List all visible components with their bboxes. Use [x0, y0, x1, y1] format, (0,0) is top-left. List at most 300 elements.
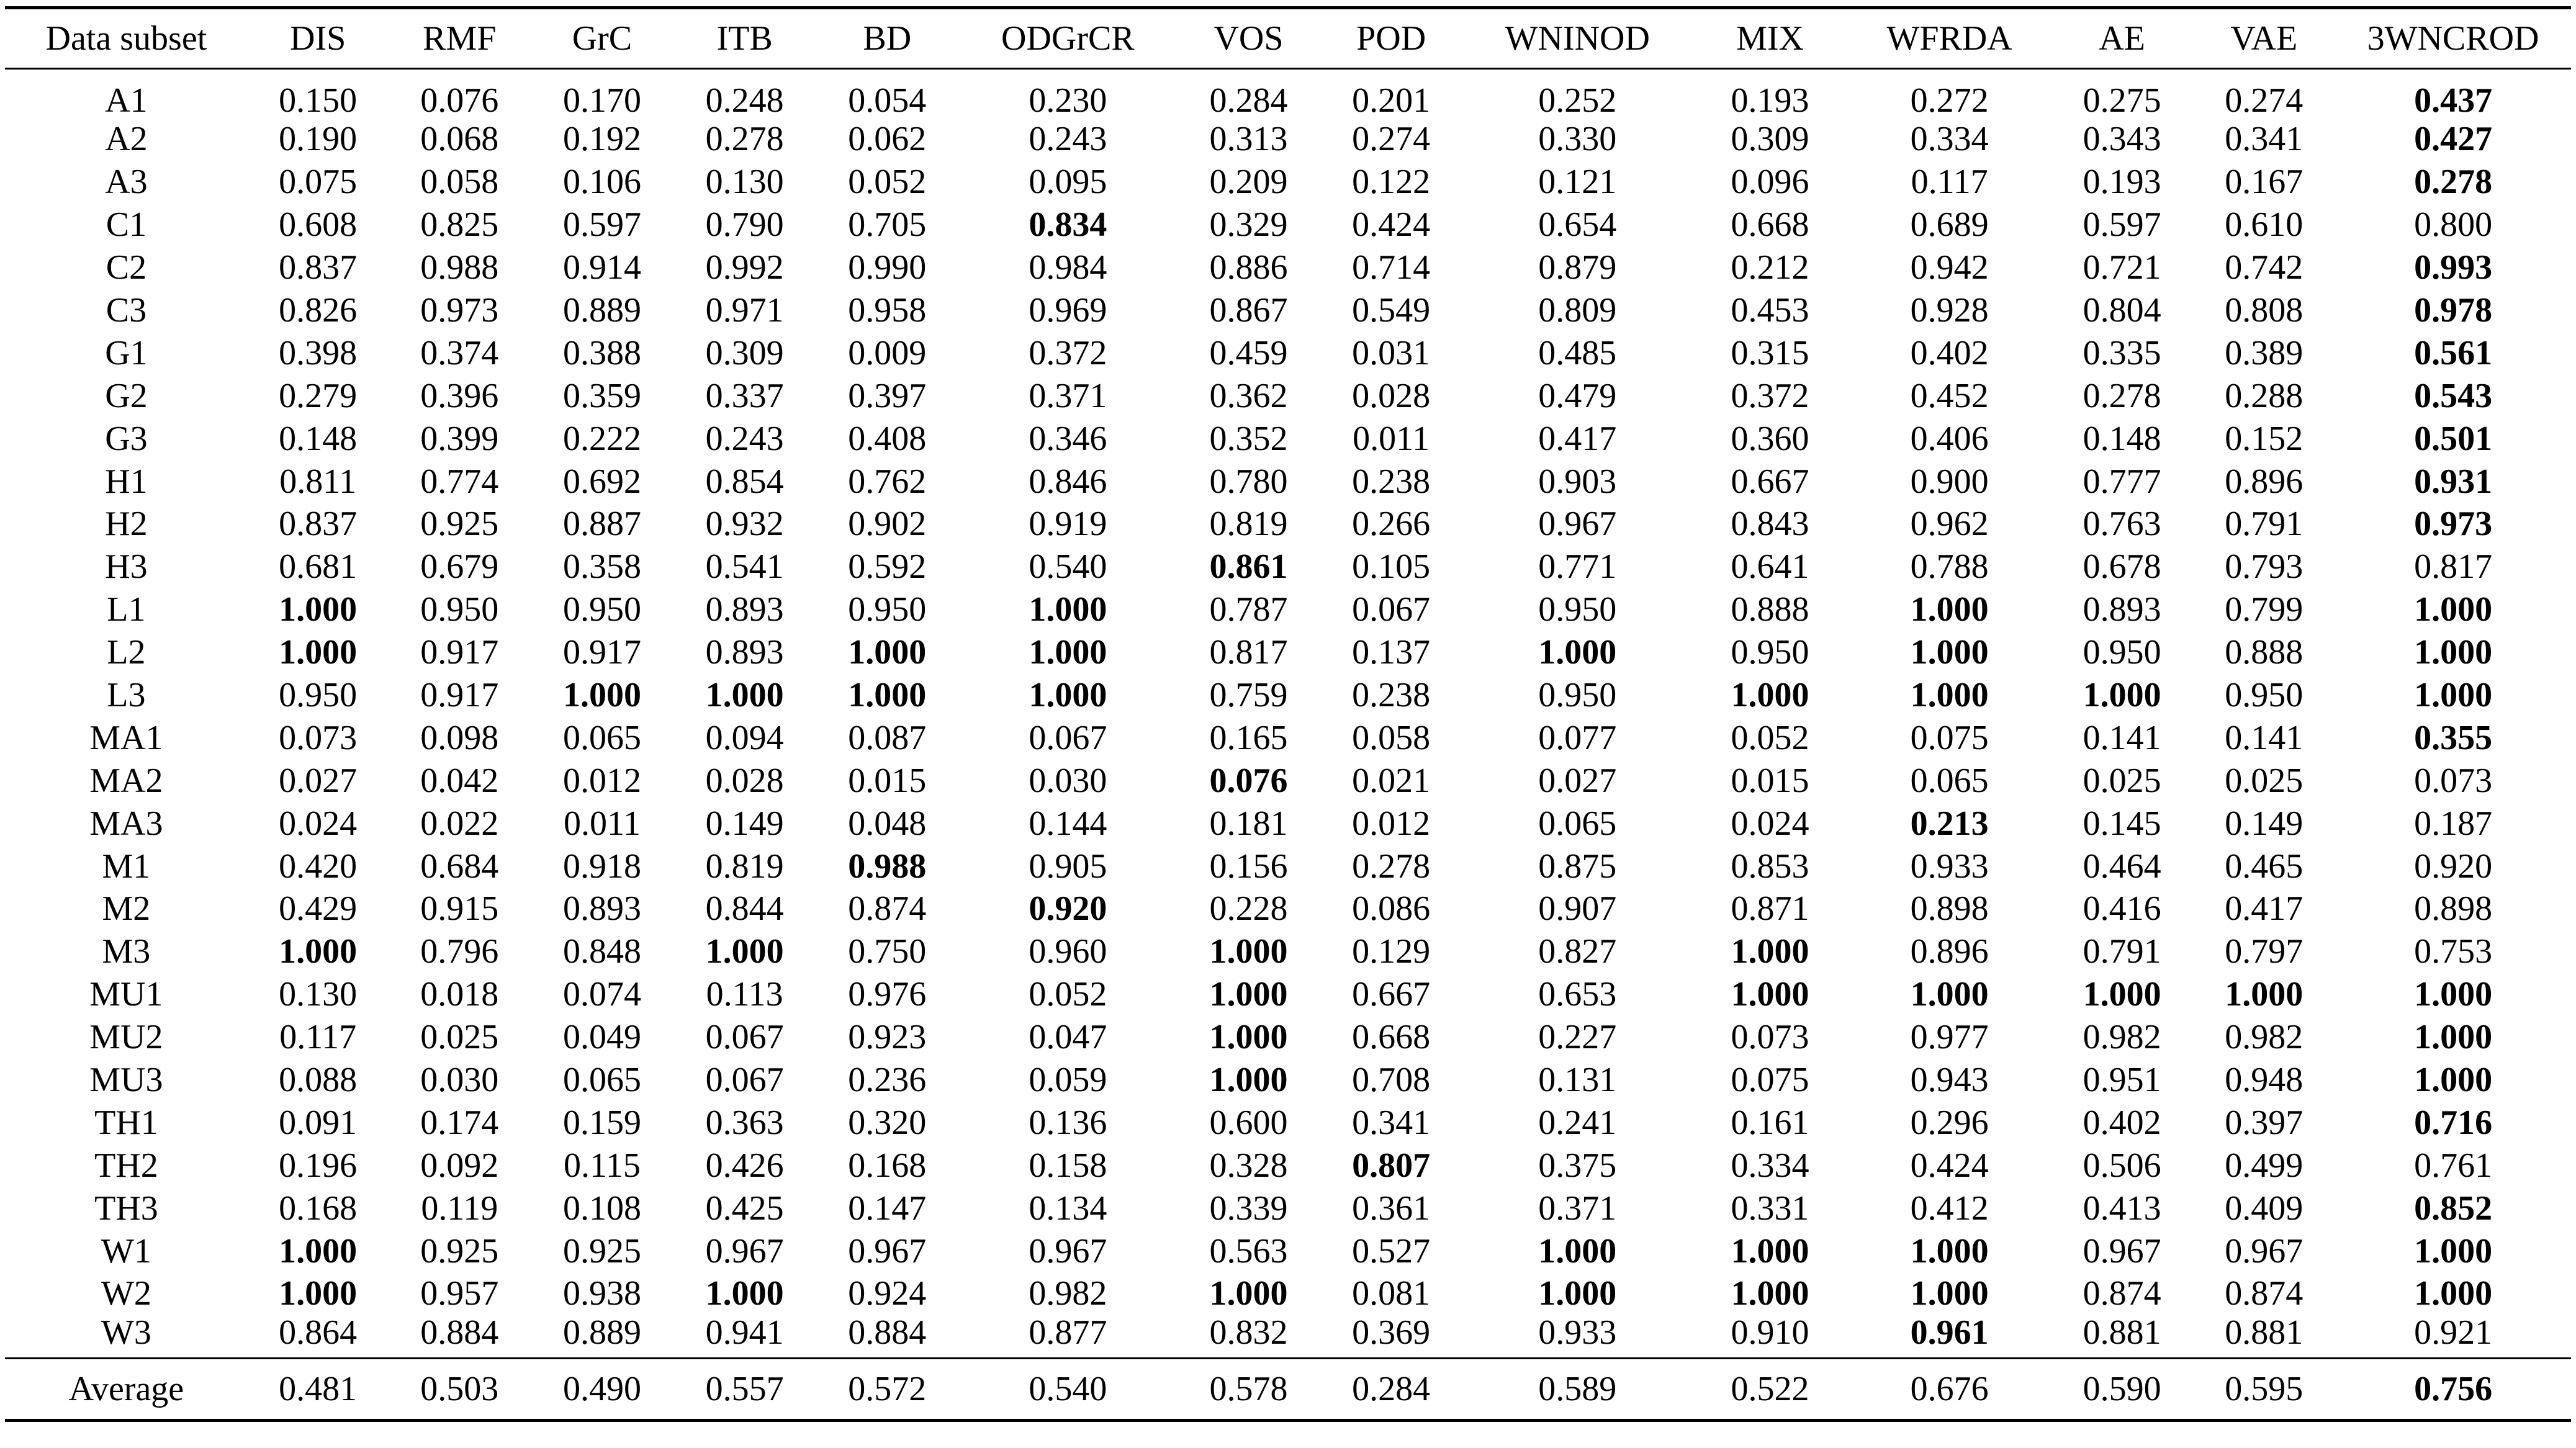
value-cell-mix: 0.024 — [1731, 804, 1809, 843]
value-cell-bd: 0.397 — [848, 376, 927, 415]
value-cell-rmf: 0.396 — [420, 376, 499, 415]
value-cell-mix: 0.360 — [1731, 419, 1809, 458]
table-row-m2 — [5, 888, 2571, 930]
value-cell-mix: 0.315 — [1731, 333, 1809, 372]
value-cell-pod: 0.067 — [1352, 590, 1431, 629]
value-cell-dis: 0.196 — [279, 1146, 358, 1185]
value-cell-ae: 0.590 — [2051, 1358, 2193, 1420]
value-cell-rmf: 0.684 — [420, 847, 499, 886]
value-cell-vos: 0.352 — [1209, 419, 1288, 458]
value-cell-odgrcr: 0.134 — [1029, 1189, 1107, 1228]
value-cell-dis: 0.148 — [279, 419, 358, 458]
value-cell-3wncrod: 0.898 — [2414, 889, 2493, 929]
value-cell-vos: 0.861 — [1209, 547, 1288, 587]
value-cell-ae: 0.402 — [2083, 1103, 2161, 1142]
value-cell-grc: 0.848 — [562, 932, 641, 971]
value-cell-3wncrod: 0.355 — [2414, 718, 2493, 757]
value-cell-rmf: 0.988 — [420, 248, 499, 287]
value-cell-vae: 0.274 — [2225, 81, 2304, 118]
value-cell-wfrda: 0.962 — [1910, 505, 1989, 544]
subset-label: MA3 — [89, 804, 163, 843]
value-cell-vae: 0.896 — [2225, 462, 2304, 501]
value-cell-odgrcr: 0.030 — [1029, 761, 1107, 800]
value-cell-grc: 0.108 — [562, 1189, 641, 1228]
value-cell-mix: 1.000 — [1731, 676, 1809, 715]
value-cell-itb: 0.309 — [705, 333, 784, 372]
value-cell-wfrda: 0.943 — [1910, 1061, 1989, 1100]
value-cell-vae: 0.881 — [2225, 1315, 2304, 1352]
table-row-mu2 — [5, 1016, 2571, 1059]
value-cell-ae: 1.000 — [2083, 676, 2161, 715]
value-cell-wninod: 0.479 — [1538, 376, 1617, 415]
value-cell-odgrcr: 0.919 — [1029, 505, 1107, 544]
value-cell-3wncrod: 0.561 — [2414, 333, 2493, 372]
value-cell-bd: 0.009 — [848, 333, 927, 372]
value-cell-wfrda: 0.334 — [1910, 120, 1989, 159]
value-cell-odgrcr: 0.243 — [1029, 120, 1107, 159]
value-cell-dis: 0.075 — [279, 163, 358, 202]
value-cell-mix: 0.309 — [1731, 120, 1809, 159]
value-cell-pod: 0.122 — [1352, 163, 1431, 202]
value-cell-mix: 0.950 — [1731, 633, 1809, 672]
value-cell-3wncrod: 0.187 — [2414, 804, 2493, 843]
value-cell-grc: 0.170 — [562, 81, 641, 118]
value-cell-itb: 0.426 — [705, 1146, 784, 1185]
value-cell-bd: 0.923 — [848, 1018, 927, 1057]
value-cell-grc: 0.938 — [562, 1274, 641, 1313]
value-cell-pod: 0.424 — [1352, 205, 1431, 245]
value-cell-3wncrod: 1.000 — [2414, 590, 2493, 629]
value-cell-wninod: 0.950 — [1538, 676, 1617, 715]
value-cell-rmf: 0.092 — [420, 1146, 499, 1185]
value-cell-itb: 0.425 — [705, 1189, 784, 1228]
value-cell-ae: 0.145 — [2083, 804, 2161, 843]
value-cell-3wncrod: 0.716 — [2414, 1103, 2493, 1142]
value-cell-itb: 0.854 — [705, 462, 784, 501]
value-cell-odgrcr: 0.136 — [1029, 1103, 1107, 1142]
value-cell-rmf: 0.957 — [420, 1274, 499, 1313]
table-row-l2 — [5, 631, 2571, 674]
value-cell-pod: 0.708 — [1352, 1061, 1431, 1100]
value-cell-wninod: 0.589 — [1462, 1358, 1693, 1420]
value-cell-mix: 0.052 — [1731, 718, 1809, 757]
value-cell-bd: 0.015 — [848, 761, 927, 800]
value-cell-ae: 0.597 — [2083, 205, 2161, 245]
value-cell-wninod: 0.809 — [1538, 291, 1617, 330]
value-cell-grc: 0.925 — [562, 1231, 641, 1270]
value-cell-rmf: 0.058 — [420, 163, 499, 202]
value-cell-rmf: 0.917 — [420, 633, 499, 672]
subset-label: MU3 — [89, 1061, 163, 1100]
value-cell-grc: 0.597 — [562, 205, 641, 245]
value-cell-vos: 0.459 — [1209, 333, 1288, 372]
subset-label: L1 — [107, 590, 146, 629]
value-cell-bd: 0.236 — [848, 1061, 927, 1100]
value-cell-odgrcr: 0.540 — [1029, 547, 1107, 587]
subset-label: A3 — [105, 163, 148, 202]
value-cell-odgrcr: 0.834 — [1029, 205, 1107, 245]
subset-label: L3 — [107, 676, 146, 715]
value-cell-itb: 0.113 — [706, 975, 783, 1014]
value-cell-wfrda: 0.412 — [1910, 1189, 1989, 1228]
value-cell-rmf: 0.022 — [420, 804, 499, 843]
value-cell-odgrcr: 0.846 — [1029, 462, 1107, 501]
value-cell-vae: 0.982 — [2225, 1018, 2304, 1057]
value-cell-wninod: 0.131 — [1538, 1061, 1617, 1100]
value-cell-wninod: 0.875 — [1538, 847, 1617, 886]
value-cell-wninod: 1.000 — [1538, 1231, 1617, 1270]
subset-label: TH1 — [94, 1103, 158, 1142]
value-cell-vae: 0.149 — [2225, 804, 2304, 843]
value-cell-bd: 0.924 — [848, 1274, 927, 1313]
value-cell-ae: 0.791 — [2083, 932, 2161, 971]
value-cell-itb: 0.971 — [705, 291, 784, 330]
value-cell-itb: 0.893 — [705, 590, 784, 629]
value-cell-grc: 0.490 — [531, 1358, 673, 1420]
table-row-mu1 — [5, 973, 2571, 1016]
value-cell-ae: 0.025 — [2083, 761, 2161, 800]
value-cell-grc: 1.000 — [562, 676, 641, 715]
table-row-average — [5, 1358, 2571, 1420]
value-cell-pod: 0.361 — [1352, 1189, 1431, 1228]
value-cell-itb: 0.067 — [705, 1061, 784, 1100]
value-cell-dis: 0.681 — [279, 547, 358, 587]
value-cell-dis: 0.811 — [279, 462, 357, 501]
value-cell-3wncrod: 0.921 — [2414, 1315, 2493, 1352]
value-cell-vos: 0.329 — [1209, 205, 1288, 245]
value-cell-wfrda: 0.296 — [1910, 1103, 1989, 1142]
subset-label: MU1 — [89, 975, 163, 1014]
table-row-g2 — [5, 374, 2571, 417]
value-cell-dis: 0.027 — [279, 761, 358, 800]
value-cell-grc: 0.918 — [562, 847, 641, 886]
value-cell-bd: 0.087 — [848, 718, 927, 757]
value-cell-wfrda: 1.000 — [1910, 676, 1989, 715]
value-cell-pod: 0.266 — [1352, 505, 1431, 544]
value-cell-mix: 0.853 — [1731, 847, 1809, 886]
value-cell-bd: 0.967 — [848, 1231, 927, 1270]
value-cell-vae: 0.808 — [2225, 291, 2304, 330]
value-cell-vae: 0.288 — [2225, 376, 2304, 415]
value-cell-bd: 1.000 — [848, 676, 927, 715]
value-cell-vae: 0.341 — [2225, 120, 2304, 159]
value-cell-vos: 1.000 — [1209, 1018, 1288, 1057]
value-cell-vae: 1.000 — [2225, 975, 2304, 1014]
value-cell-ae: 0.777 — [2083, 462, 2161, 501]
value-cell-dis: 0.168 — [279, 1189, 358, 1228]
value-cell-mix: 0.667 — [1731, 462, 1809, 501]
value-cell-3wncrod: 1.000 — [2414, 1231, 2493, 1270]
value-cell-mix: 1.000 — [1731, 975, 1809, 1014]
value-cell-pod: 0.129 — [1352, 932, 1431, 971]
value-cell-rmf: 0.174 — [420, 1103, 499, 1142]
value-cell-wfrda: 0.676 — [1847, 1358, 2051, 1420]
value-cell-bd: 0.976 — [848, 975, 927, 1014]
value-cell-ae: 0.506 — [2083, 1146, 2161, 1185]
table-row-w1 — [5, 1230, 2571, 1272]
table-row-h1 — [5, 460, 2571, 503]
table-row-th1 — [5, 1101, 2571, 1144]
value-cell-rmf: 0.399 — [420, 419, 499, 458]
value-cell-mix: 0.522 — [1693, 1358, 1848, 1420]
value-cell-vos: 0.284 — [1209, 81, 1288, 118]
value-cell-vos: 0.362 — [1209, 376, 1288, 415]
value-cell-wfrda: 1.000 — [1910, 975, 1989, 1014]
value-cell-pod: 0.284 — [1320, 1358, 1462, 1420]
table-row-g1 — [5, 331, 2571, 374]
subset-label: TH3 — [94, 1189, 158, 1228]
table-row-ma3 — [5, 802, 2571, 845]
value-cell-ae: 0.141 — [2083, 718, 2161, 757]
value-cell-wninod: 0.967 — [1538, 505, 1617, 544]
value-cell-ae: 0.275 — [2083, 81, 2161, 118]
value-cell-odgrcr: 0.095 — [1029, 163, 1107, 202]
value-cell-bd: 0.762 — [848, 462, 927, 501]
value-cell-itb: 1.000 — [705, 1274, 784, 1313]
value-cell-pod: 0.549 — [1352, 291, 1431, 330]
value-cell-odgrcr: 0.158 — [1029, 1146, 1107, 1185]
value-cell-bd: 0.168 — [848, 1146, 927, 1185]
value-cell-pod: 0.527 — [1352, 1231, 1431, 1270]
value-cell-mix: 1.000 — [1731, 1231, 1809, 1270]
value-cell-rmf: 0.042 — [420, 761, 499, 800]
value-cell-grc: 0.917 — [562, 633, 641, 672]
subset-label: W2 — [101, 1274, 151, 1313]
value-cell-mix: 0.075 — [1731, 1061, 1809, 1100]
subset-label: C1 — [106, 205, 147, 245]
value-cell-rmf: 0.018 — [420, 975, 499, 1014]
value-cell-grc: 0.889 — [562, 291, 641, 330]
value-cell-odgrcr: 1.000 — [1029, 590, 1107, 629]
value-cell-grc: 0.159 — [562, 1103, 641, 1142]
value-cell-dis: 0.864 — [279, 1315, 358, 1352]
value-cell-vae: 0.967 — [2225, 1231, 2304, 1270]
value-cell-vos: 0.328 — [1209, 1146, 1288, 1185]
value-cell-wninod: 0.485 — [1538, 333, 1617, 372]
value-cell-vae: 0.141 — [2225, 718, 2304, 757]
value-cell-mix: 0.334 — [1731, 1146, 1809, 1185]
value-cell-odgrcr: 0.052 — [1029, 975, 1107, 1014]
value-cell-rmf: 0.098 — [420, 718, 499, 757]
value-cell-vos: 0.228 — [1209, 889, 1288, 929]
value-cell-3wncrod: 1.000 — [2414, 633, 2493, 672]
value-cell-3wncrod: 0.073 — [2414, 761, 2493, 800]
value-cell-dis: 0.130 — [279, 975, 358, 1014]
value-cell-itb: 1.000 — [705, 932, 784, 971]
subset-label: G3 — [105, 419, 148, 458]
value-cell-rmf: 0.796 — [420, 932, 499, 971]
column-header-wfrda: WFRDA — [1847, 8, 2051, 69]
value-cell-wfrda: 0.898 — [1910, 889, 1989, 929]
value-cell-pod: 0.278 — [1352, 847, 1431, 886]
value-cell-odgrcr: 0.984 — [1029, 248, 1107, 287]
value-cell-wninod: 0.933 — [1538, 1315, 1617, 1352]
value-cell-bd: 0.062 — [848, 120, 927, 159]
value-cell-grc: 0.692 — [562, 462, 641, 501]
value-cell-rmf: 0.917 — [420, 676, 499, 715]
value-cell-ae: 0.893 — [2083, 590, 2161, 629]
value-cell-wninod: 0.371 — [1538, 1189, 1617, 1228]
value-cell-wninod: 0.654 — [1538, 205, 1617, 245]
value-cell-wninod: 1.000 — [1538, 633, 1617, 672]
subset-label: MA2 — [89, 761, 163, 800]
value-cell-dis: 1.000 — [279, 590, 358, 629]
value-cell-vae: 0.389 — [2225, 333, 2304, 372]
value-cell-grc: 0.011 — [563, 804, 641, 843]
value-cell-wninod: 0.907 — [1538, 889, 1617, 929]
value-cell-mix: 0.212 — [1731, 248, 1809, 287]
table-row-th3 — [5, 1187, 2571, 1230]
column-header-grc: GrC — [531, 8, 673, 69]
value-cell-wfrda: 0.942 — [1910, 248, 1989, 287]
value-cell-itb: 0.790 — [705, 205, 784, 245]
table-row-ma2 — [5, 759, 2571, 802]
value-cell-wfrda: 1.000 — [1910, 1231, 1989, 1270]
value-cell-wfrda: 0.424 — [1910, 1146, 1989, 1185]
subset-label: MA1 — [89, 718, 163, 757]
value-cell-dis: 0.190 — [279, 120, 358, 159]
value-cell-ae: 1.000 — [2083, 975, 2161, 1014]
value-cell-bd: 0.874 — [848, 889, 927, 929]
value-cell-itb: 0.130 — [705, 163, 784, 202]
value-cell-pod: 0.238 — [1352, 676, 1431, 715]
subset-label: A1 — [105, 81, 148, 118]
value-cell-vos: 0.181 — [1209, 804, 1288, 843]
column-header-itb: ITB — [673, 8, 816, 69]
value-cell-wfrda: 1.000 — [1910, 1274, 1989, 1313]
value-cell-3wncrod: 1.000 — [2414, 975, 2493, 1014]
value-cell-vae: 0.465 — [2225, 847, 2304, 886]
value-cell-grc: 0.074 — [562, 975, 641, 1014]
value-cell-rmf: 0.374 — [420, 333, 499, 372]
value-cell-itb: 0.541 — [705, 547, 784, 587]
value-cell-mix: 0.161 — [1731, 1103, 1809, 1142]
value-cell-3wncrod: 0.761 — [2414, 1146, 2493, 1185]
column-header-odgrcr: ODGrCR — [958, 8, 1178, 69]
value-cell-3wncrod: 1.000 — [2414, 1274, 2493, 1313]
value-cell-vae: 0.799 — [2225, 590, 2304, 629]
value-cell-grc: 0.889 — [562, 1315, 641, 1352]
value-cell-vos: 0.313 — [1209, 120, 1288, 159]
subset-label: H2 — [105, 505, 148, 544]
table-row-a3 — [5, 161, 2571, 204]
value-cell-vos: 0.209 — [1209, 163, 1288, 202]
table-row-h3 — [5, 546, 2571, 588]
table-row-th2 — [5, 1144, 2571, 1187]
value-cell-vos: 0.600 — [1209, 1103, 1288, 1142]
subset-label: A2 — [105, 120, 148, 159]
subset-label: G2 — [105, 376, 148, 415]
value-cell-odgrcr: 0.920 — [1029, 889, 1107, 929]
value-cell-mix: 0.331 — [1731, 1189, 1809, 1228]
value-cell-itb: 0.243 — [705, 419, 784, 458]
value-cell-pod: 0.807 — [1352, 1146, 1431, 1185]
value-cell-3wncrod: 0.756 — [2335, 1358, 2571, 1420]
value-cell-3wncrod: 0.501 — [2414, 419, 2493, 458]
value-cell-vae: 0.793 — [2225, 547, 2304, 587]
value-cell-wninod: 0.950 — [1538, 590, 1617, 629]
value-cell-odgrcr: 0.540 — [958, 1358, 1178, 1420]
value-cell-3wncrod: 0.920 — [2414, 847, 2493, 886]
value-cell-grc: 0.358 — [562, 547, 641, 587]
value-cell-grc: 0.893 — [562, 889, 641, 929]
value-cell-3wncrod: 0.543 — [2414, 376, 2493, 415]
table-row-h2 — [5, 503, 2571, 546]
value-cell-dis: 0.024 — [279, 804, 358, 843]
value-cell-wfrda: 0.402 — [1910, 333, 1989, 372]
value-cell-grc: 0.012 — [562, 761, 641, 800]
value-cell-dis: 0.073 — [279, 718, 358, 757]
value-cell-rmf: 0.915 — [420, 889, 499, 929]
value-cell-itb: 0.248 — [705, 81, 784, 118]
value-cell-3wncrod: 1.000 — [2414, 676, 2493, 715]
value-cell-grc: 0.115 — [563, 1146, 641, 1185]
value-cell-itb: 0.094 — [705, 718, 784, 757]
value-cell-dis: 1.000 — [279, 633, 358, 672]
value-cell-pod: 0.058 — [1352, 718, 1431, 757]
value-cell-bd: 0.902 — [848, 505, 927, 544]
value-cell-odgrcr: 0.960 — [1029, 932, 1107, 971]
value-cell-bd: 0.572 — [816, 1358, 958, 1420]
value-cell-wninod: 0.077 — [1538, 718, 1617, 757]
column-header-wninod: WNINOD — [1462, 8, 1693, 69]
value-cell-bd: 0.147 — [848, 1189, 927, 1228]
value-cell-vos: 0.780 — [1209, 462, 1288, 501]
value-cell-grc: 0.049 — [562, 1018, 641, 1057]
subset-label: W3 — [101, 1315, 151, 1352]
value-cell-odgrcr: 0.371 — [1029, 376, 1107, 415]
subset-label: C2 — [106, 248, 147, 287]
value-cell-ae: 0.881 — [2083, 1315, 2161, 1352]
value-cell-wninod: 0.330 — [1538, 120, 1617, 159]
value-cell-pod: 0.011 — [1353, 419, 1430, 458]
subset-label: L2 — [107, 633, 146, 672]
value-cell-dis: 0.837 — [279, 505, 358, 544]
value-cell-vae: 0.791 — [2225, 505, 2304, 544]
value-cell-bd: 0.054 — [848, 81, 927, 118]
value-cell-pod: 0.012 — [1352, 804, 1431, 843]
value-cell-3wncrod: 1.000 — [2414, 1061, 2493, 1100]
table-row-c3 — [5, 289, 2571, 332]
value-cell-wfrda: 0.977 — [1910, 1018, 1989, 1057]
value-cell-itb: 0.893 — [705, 633, 784, 672]
value-cell-odgrcr: 0.905 — [1029, 847, 1107, 886]
value-cell-rmf: 0.825 — [420, 205, 499, 245]
value-cell-bd: 0.750 — [848, 932, 927, 971]
column-header-vos: VOS — [1178, 8, 1320, 69]
value-cell-dis: 0.088 — [279, 1061, 358, 1100]
value-cell-vos: 0.563 — [1209, 1231, 1288, 1270]
value-cell-wfrda: 1.000 — [1910, 633, 1989, 672]
value-cell-grc: 0.359 — [562, 376, 641, 415]
table-row-mu3 — [5, 1059, 2571, 1102]
value-cell-vos: 0.578 — [1178, 1358, 1320, 1420]
value-cell-wfrda: 0.928 — [1910, 291, 1989, 330]
value-cell-wfrda: 0.272 — [1910, 81, 1989, 118]
value-cell-pod: 0.105 — [1352, 547, 1431, 587]
subset-label: M1 — [102, 847, 151, 886]
value-cell-wfrda: 0.452 — [1910, 376, 1989, 415]
value-cell-itb: 0.337 — [705, 376, 784, 415]
value-cell-itb: 0.278 — [705, 120, 784, 159]
value-cell-itb: 0.967 — [705, 1231, 784, 1270]
subset-label: Average — [5, 1358, 248, 1420]
table-body — [5, 69, 2571, 1359]
value-cell-wninod: 1.000 — [1538, 1274, 1617, 1313]
value-cell-pod: 0.201 — [1352, 81, 1431, 118]
table-row-a2 — [5, 118, 2571, 161]
value-cell-odgrcr: 0.067 — [1029, 718, 1107, 757]
